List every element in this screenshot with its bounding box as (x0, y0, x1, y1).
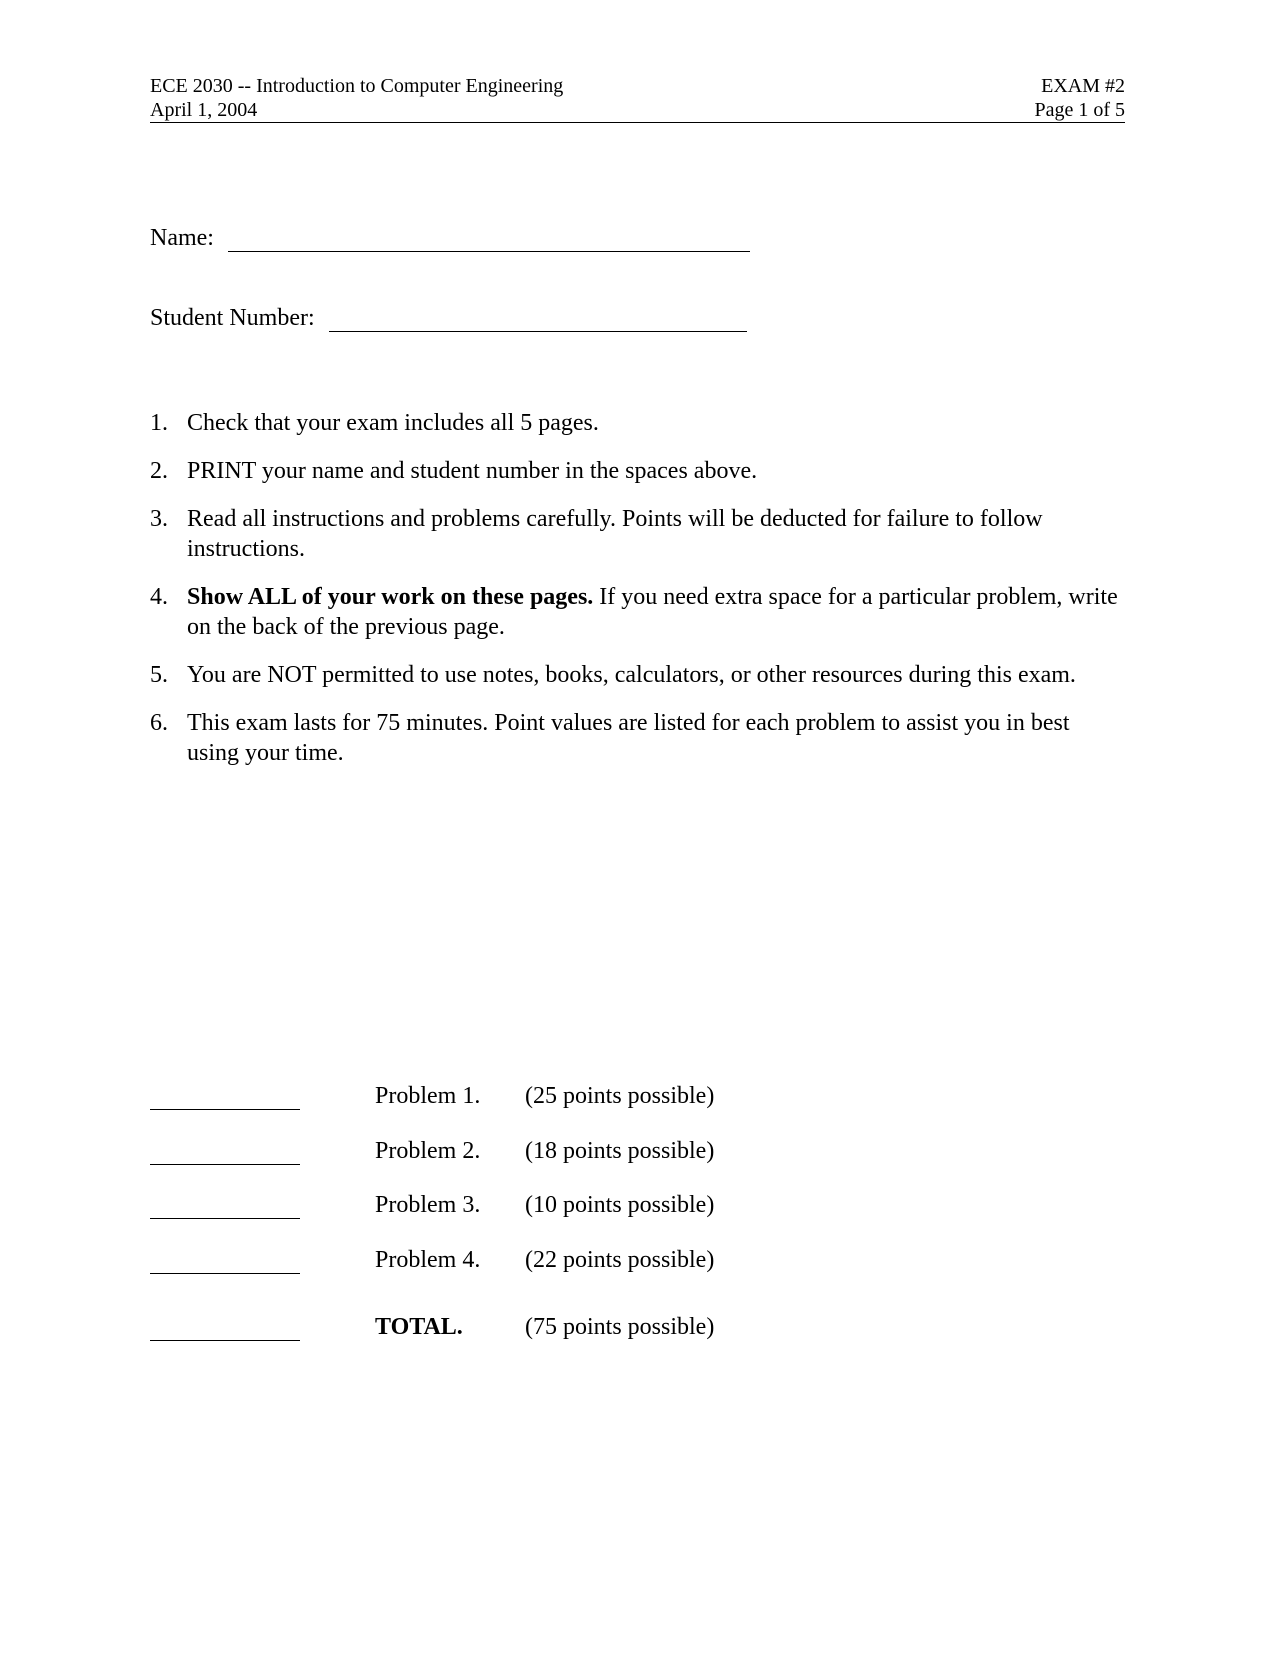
score-blank-line[interactable] (150, 1218, 300, 1219)
instruction-text: PRINT your name and student number in the spaces above. (187, 458, 758, 484)
points-possible: (25 points possible) (525, 1083, 715, 1109)
page-number: Page 1 of 5 (1034, 99, 1125, 121)
problem-label: Problem 1. (375, 1083, 481, 1109)
name-field (150, 224, 750, 252)
name-label: Name: (150, 225, 214, 251)
score-row-total (150, 1312, 850, 1346)
instruction-text-wrapper (187, 582, 1125, 642)
instruction-number: 3. (150, 506, 168, 532)
problem-label: Problem 2. (375, 1138, 481, 1164)
instruction-number: 1. (150, 410, 168, 436)
instruction-item (150, 504, 1125, 564)
instruction-item (150, 582, 1125, 642)
score-blank-line[interactable] (150, 1109, 300, 1110)
exam-date: April 1, 2004 (150, 99, 258, 121)
instruction-number: 2. (150, 458, 168, 484)
instruction-item (150, 660, 1125, 690)
score-row-problem-2 (150, 1136, 850, 1170)
problem-label: Problem 4. (375, 1247, 481, 1273)
header-row-bottom (150, 98, 1125, 122)
score-row-problem-4 (150, 1245, 850, 1279)
instruction-item (150, 456, 1125, 486)
score-row-problem-3 (150, 1190, 850, 1224)
score-row-problem-1 (150, 1081, 850, 1115)
header-row-top (150, 74, 1125, 98)
instruction-text: If you need extra space for a particular problem, write on the back of the previous page. (187, 584, 1118, 640)
instruction-number: 5. (150, 662, 168, 688)
points-possible: (22 points possible) (525, 1247, 715, 1273)
points-possible: (10 points possible) (525, 1192, 715, 1218)
instructions-list (150, 408, 1125, 786)
student-number-field (150, 304, 747, 332)
instruction-number: 6. (150, 710, 168, 736)
points-possible: (18 points possible) (525, 1138, 715, 1164)
score-blank-line[interactable] (150, 1340, 300, 1341)
total-label: TOTAL. (375, 1314, 463, 1340)
score-blank-line[interactable] (150, 1164, 300, 1165)
instruction-text: Check that your exam includes all 5 pages. (187, 410, 599, 436)
exam-title: EXAM #2 (1041, 75, 1125, 97)
name-blank-line[interactable] (228, 225, 750, 252)
points-possible: (75 points possible) (525, 1314, 715, 1340)
instruction-text: This exam lasts for 75 minutes. Point values are listed for each problem to assist you in best using your time. (187, 710, 1070, 766)
student-number-label: Student Number: (150, 305, 315, 331)
instruction-text: You are NOT permitted to use notes, books, calculators, or other resources during this exam. (187, 662, 1076, 688)
instruction-emphasis: Show ALL of your work on these pages. (187, 584, 594, 610)
course-title: ECE 2030 -- Introduction to Computer Engineering (150, 75, 564, 97)
instruction-text: Read all instructions and problems carefully. Points will be deducted for failure to follow instructions. (187, 506, 1043, 562)
page-header (150, 74, 1125, 123)
problem-label: Problem 3. (375, 1192, 481, 1218)
instruction-number: 4. (150, 584, 168, 610)
instruction-item (150, 408, 1125, 438)
score-blank-line[interactable] (150, 1273, 300, 1274)
student-number-blank-line[interactable] (329, 305, 747, 332)
instruction-item (150, 708, 1125, 768)
